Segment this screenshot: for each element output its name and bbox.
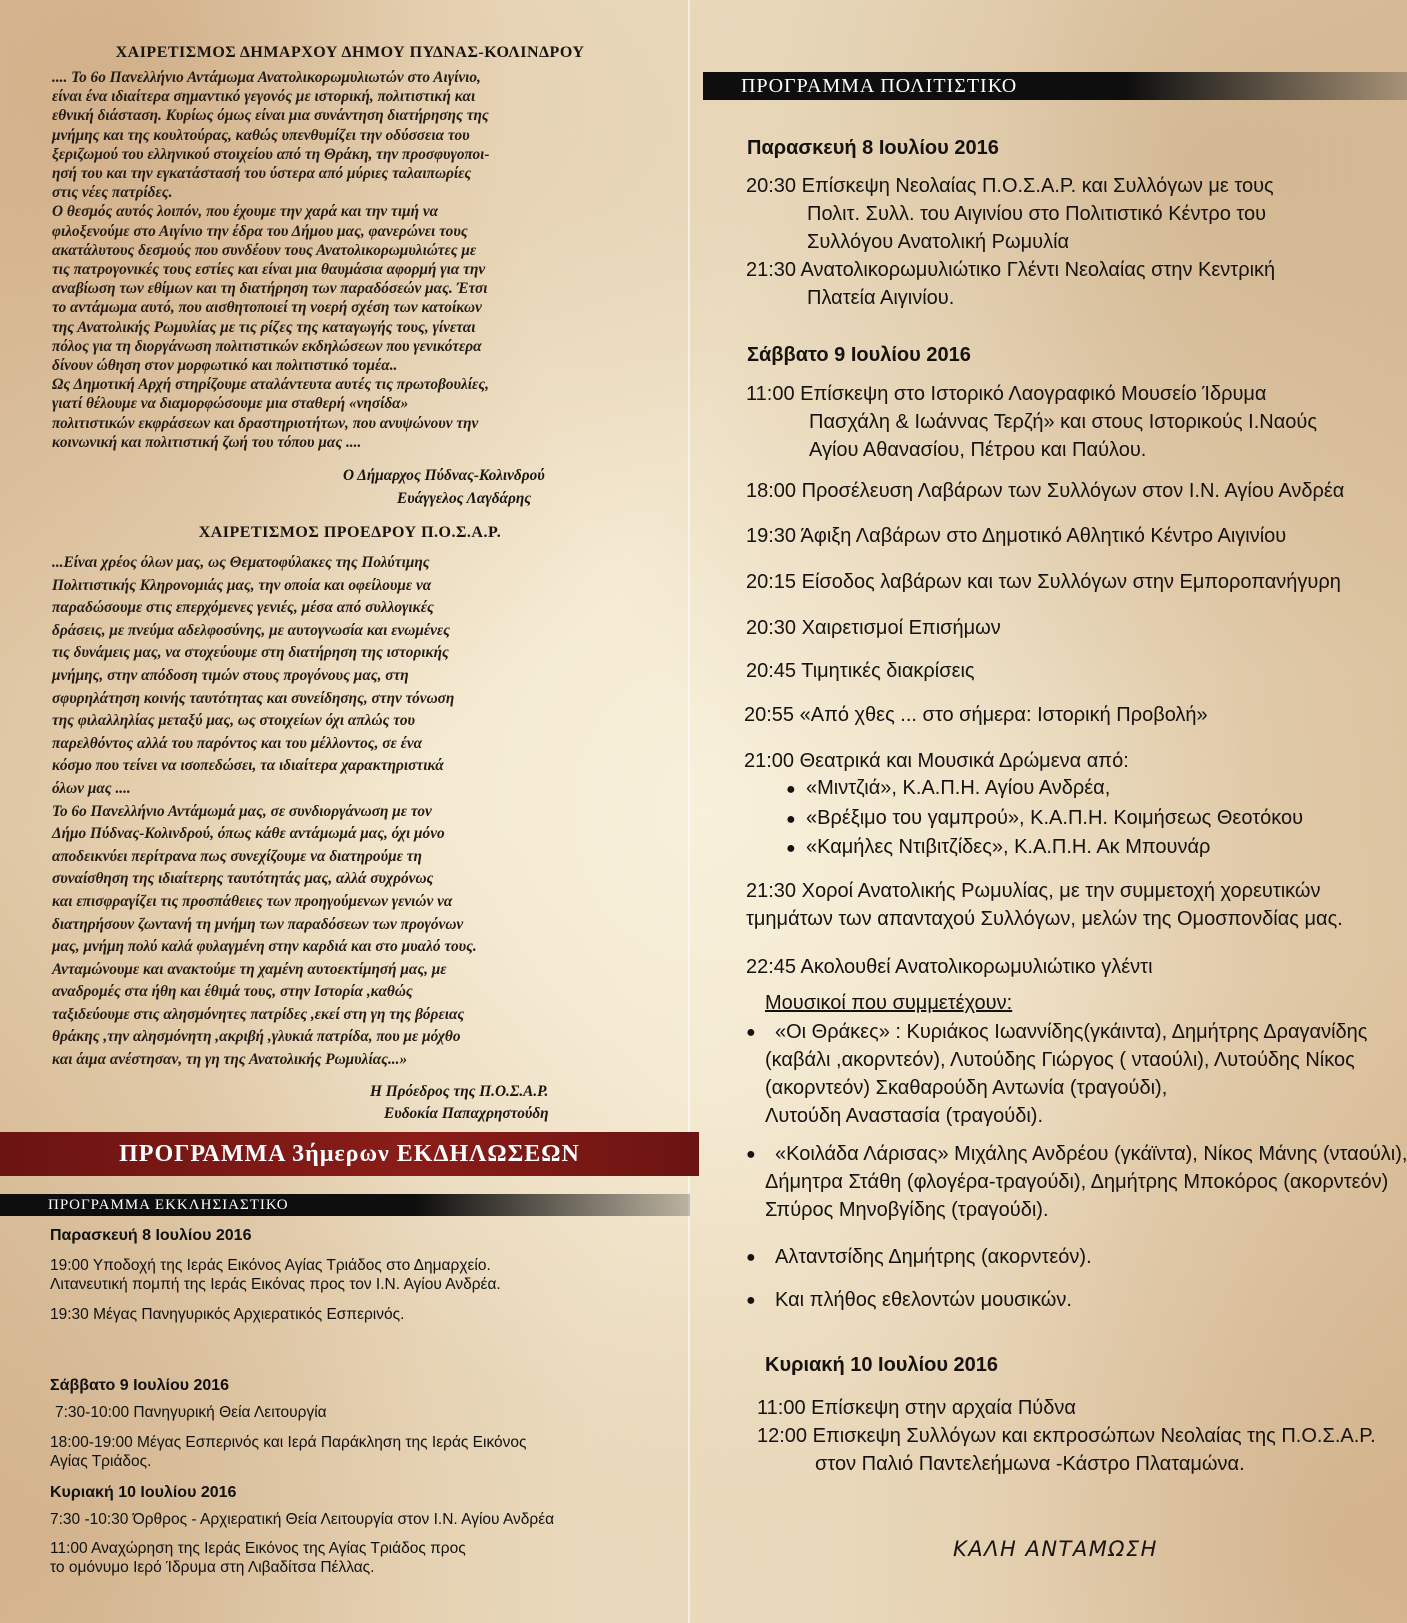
greeting-line: ...Είναι χρέος όλων μας, ως Θεματοφύλακες της Πολύτιμης	[52, 554, 430, 571]
cultural-item: 20:45 Τιμητικές διακρίσεις	[746, 660, 975, 682]
musicians-label: Μουσικοί που συμμετέχουν:	[765, 992, 1013, 1014]
cultural-item: 21:00 Θεατρικά και Μουσικά Δρώμενα από:	[744, 750, 1129, 772]
president-greeting-title: ΧΑΙΡΕΤΙΣΜΟΣ ΠΡΟΕΔΡΟΥ Π.Ο.Σ.Α.Ρ.	[198, 524, 502, 541]
cultural-day-friday: Παρασκευή 8 Ιουλίου 2016	[747, 137, 999, 159]
cultural-subitem: «Βρέξιμο του γαμπρού», Κ.Α.Π.Η. Κοιμήσεως Θεοτόκου	[806, 807, 1304, 829]
musician-entry: «Οι Θράκες» : Κυριάκος Ιωαννίδης(γκάιντα), Δημήτρης Δραγανίδης	[775, 1021, 1368, 1043]
cultural-item: 11:00 Επίσκεψη στην αρχαία Πύδνα	[757, 1397, 1076, 1419]
greeting-line: ξεριζωμού του ελληνικού στοιχείου από τη Θράκη, την προσφυγοποι-	[52, 145, 490, 163]
greeting-line: της φιλαλληλίας μεταξύ μας, ως στοιχείων όχι απλώς του	[52, 712, 415, 730]
greeting-line: Ανταμώνουμε και ανακτούμε τη χαμένη αυτοεκτίμησή μας, με	[52, 960, 447, 978]
mayor-greeting-title: ΧΑΙΡΕΤΙΣΜΟΣ ΔΗΜΑΡΧΟΥ ΔΗΜΟΥ ΠΥΔΝΑΣ-ΚΟΛΙΝΔΡΟΥ	[115, 44, 585, 61]
church-day-sunday: Κυριακή 10 Ιουλίου 2016	[50, 1484, 237, 1501]
greeting-line: μνήμης και της κουλτούρας, καθώς υπενθυμίζει την οδύσσεια του	[52, 126, 470, 144]
cultural-subitem: «Καμήλες Ντιβιτζίδες», Κ.Α.Π.Η. Ακ Μπουνάρ	[806, 836, 1211, 858]
greeting-line: και επισφραγίζει τις προσπάθειες των προηγούμενων γενιών να	[52, 892, 453, 910]
church-saturday-line: 18:00-19:00 Μέγας Εσπερινός και Ιερά Παράκληση της Ιεράς Εικόνος	[50, 1434, 527, 1451]
greeting-line: Ο θεσμός αυτός λοιπόν, που έχουμε την χαρά και την τιμή να	[52, 203, 439, 221]
greeting-line: δίνουν ώθηση στον μορφωτικό και πολιτιστικό τομέα..	[52, 357, 398, 375]
church-sunday-line: το ομόνυμο Ιερό Ίδρυμα στη Λιβαδίτσα Πέλλας.	[50, 1559, 375, 1576]
greeting-line: πολιτιστικών εκφράσεων και δραστηριοτήτων, που ανυψώνουν την	[52, 414, 479, 432]
greeting-line: ησή του και την εγκατάστασή του ύστερα από μύριες ταλαιπωρίες	[52, 165, 472, 183]
church-program-heading: ΠΡΟΓΡΑΜΜΑ ΕΚΚΛΗΣΙΑΣΤΙΚΟ	[0, 1194, 690, 1216]
musician-entry: (ακορντεόν) Σκαθαρούδη Αντωνία (τραγούδι),	[765, 1077, 1168, 1099]
cultural-item: 20:15 Είσοδος λαβάρων και των Συλλόγων στην Εμποροπανήγυρη	[746, 571, 1341, 593]
president-signature-name: Ευδοκία Παπαχρηστούδη	[384, 1105, 549, 1122]
musician-entry: «Κοιλάδα Λάρισας» Μιχάλης Ανδρέου (γκάϊντα), Νίκος Μάνης (νταούλι),	[775, 1143, 1407, 1165]
bullet-icon: ●	[746, 1024, 756, 1041]
bullet-icon: ●	[786, 781, 796, 798]
greeting-line: όλων μας ....	[52, 779, 131, 797]
greeting-line: αναδρομές στα ήθη και έθιμά τους, στην Ιστορία ,καθώς	[52, 983, 413, 1001]
greeting-line: παρελθόντος αλλά του παρόντος και του μέλλοντος, σε ένα	[52, 734, 423, 752]
church-sunday-line: 7:30 -10:30 Όρθρος - Αρχιερατική Θεία Λειτουργία στον Ι.Ν. Αγίου Ανδρέα	[50, 1511, 555, 1528]
musician-entry: Σπύρος Μηνοβγίδης (τραγούδι).	[765, 1199, 1049, 1221]
cultural-item: Πλατεία Αιγινίου.	[807, 287, 955, 309]
greeting-line: Το 6ο Πανελλήνιο Αντάμωμά μας, σε συνδιοργάνωση με τον	[52, 802, 432, 820]
cultural-program-heading: ΠΡΟΓΡΑΜΜΑ ΠΟΛΙΤΙΣΤΙΚΟ	[703, 72, 1407, 100]
cultural-item: Πασχάλη & Ιωάννας Τερζή» και στους Ιστορικούς Ι.Ναούς	[809, 411, 1317, 433]
cultural-item: 21:30 Ανατολικορωμυλιώτικο Γλέντι Νεολαίας στην Κεντρική	[746, 259, 1276, 281]
greeting-line: Δήμο Πύδνας-Κολινδρού, όπως κάθε αντάμωμά μας, όχι μόνο	[52, 825, 445, 843]
greeting-line: σφυρηλάτηση κοινής ταυτότητας και συνείδησης, στην τόνωση	[52, 689, 455, 707]
musician-entry: Και πλήθος εθελοντών μουσικών.	[775, 1289, 1072, 1311]
bullet-icon: ●	[786, 840, 796, 857]
greeting-line: της Ανατολικής Ρωμυλίας με τις ρίζες της καταγωγής τους, γίνεται	[52, 318, 476, 336]
greeting-line: γιατί θέλουμε να διαμορφώσουμε μια σταθερή «νησίδα»	[52, 395, 409, 413]
cultural-item: 20:30 Επίσκεψη Νεολαίας Π.Ο.Σ.Α.Ρ. και Συλλόγων με τους	[746, 175, 1274, 197]
greeting-line: αποδεικνύει περίτρανα πως συνεχίζουμε να διατηρούμε τη	[52, 847, 422, 865]
church-day-friday: Παρασκευή 8 Ιουλίου 2016	[50, 1227, 252, 1244]
greeting-line: αναβίωση των εθίμων και τη διατήρηση των παραδόσεών μας. Έτσι	[52, 280, 488, 298]
musician-entry: Δήμητρα Στάθη (φλογέρα-τραγούδι), Δημήτρης Μποκόρος (ακορντεόν)	[765, 1171, 1389, 1193]
bullet-icon: ●	[746, 1292, 756, 1309]
cultural-item: 22:45 Ακολουθεί Ανατολικορωμυλιώτικο γλέντι	[746, 956, 1153, 978]
greeting-line: είναι ένα ιδιαίτερα σημαντικό γεγονός με ιστορική, πολιτιστική και	[52, 88, 476, 106]
church-day-saturday: Σάββατο 9 Ιουλίου 2016	[50, 1377, 230, 1394]
greeting-line: το αντάμωμα αυτό, που αισθητοποιεί τη νοερή σχέση των κατοίκων	[52, 299, 482, 317]
bullet-icon: ●	[746, 1249, 756, 1266]
church-friday-line: Λιτανευτική πομπή της Ιεράς Εικόνας προς τον Ι.Ν. Αγίου Ανδρέα.	[50, 1276, 501, 1293]
program-banner: ΠΡΟΓΡΑΜΜΑ 3ήμερων ΕΚΔΗΛΩΣΕΩΝ	[0, 1132, 699, 1176]
cultural-item: 19:30 Άφιξη Λαβάρων στο Δημοτικό Αθλητικό Κέντρο Αιγινίου	[746, 525, 1287, 547]
cultural-item: 21:30 Χοροί Ανατολικής Ρωμυλίας, με την συμμετοχή χορευτικών	[746, 880, 1321, 902]
greeting-line: συναίσθηση της ιδιαίτερης ταυτότητάς μας, αλλά συχρόνως	[52, 870, 434, 888]
greeting-line: ακατάλυτους δεσμούς που συνδέουν τους Ανατολικορωμυλιώτες με	[52, 241, 477, 259]
church-sunday-line: 11:00 Αναχώρηση της Ιεράς Εικόνος της Αγίας Τριάδος προς	[50, 1540, 466, 1557]
closing-greeting: ΚΑΛΗ ΑΝΤΑΜΩΣΗ	[953, 1537, 1158, 1561]
cultural-item: Συλλόγου Ανατολική Ρωμυλία	[807, 231, 1070, 253]
musician-entry: Αλταντσίδης Δημήτρης (ακορντεόν).	[775, 1246, 1092, 1268]
greeting-line: τις πατρογονικές τους εστίες και είναι μια θαυμάσια αφορμή για την	[52, 261, 486, 279]
greeting-line: κοινωνική και πολιτιστική ζωή του τόπου μας ....	[52, 433, 362, 451]
greeting-line: τις δυνάμεις μας, να στοχεύουμε στη διατήρηση της ιστορικής	[52, 644, 449, 662]
fold-line	[688, 0, 690, 1623]
church-saturday-line: 7:30-10:00 Πανηγυρική Θεία Λειτουργία	[55, 1404, 327, 1421]
cultural-item: 20:30 Χαιρετισμοί Επισήμων	[746, 617, 1001, 639]
cultural-item: 18:00 Προσέλευση Λαβάρων των Συλλόγων στον Ι.Ν. Αγίου Ανδρέα	[746, 480, 1345, 502]
cultural-item: Πολιτ. Συλλ. του Αιγινίου στο Πολιτιστικό Κέντρο του	[807, 203, 1267, 225]
cultural-item: Αγίου Αθανασίου, Πέτρου και Παύλου.	[809, 439, 1147, 461]
mayor-signature-role: Ο Δήμαρχος Πύδνας-Κολινδρού	[343, 467, 545, 484]
cultural-item: τμημάτων των απανταχού Συλλόγων, μελών της Ομοσπονδίας μας.	[746, 908, 1343, 930]
greeting-line: κόσμο που τείνει να ισοπεδώσει, τα ιδιαίτερα χαρακτηριστικά	[52, 757, 444, 775]
cultural-item: στον Παλιό Παντελεήμωνα -Κάστρο Πλαταμώνα.	[815, 1453, 1245, 1475]
church-saturday-line: Αγίας Τριάδος.	[50, 1453, 152, 1470]
musician-entry: (καβάλι ,ακορντεόν), Λυτούδης Γιώργος ( νταούλι), Λυτούδης Νίκος	[765, 1049, 1355, 1071]
greeting-line: δράσεις, με πνεύμα αδελφοσύνης, με αυτογνωσία και ενωμένες	[52, 621, 450, 639]
cultural-subitem: «Μιντζιά», Κ.Α.Π.Η. Αγίου Ανδρέα,	[806, 777, 1111, 799]
greeting-line: μας, μνήμη πολύ καλά φυλαγμένη στην καρδιά και στο μυαλό τους.	[52, 938, 477, 956]
bullet-icon: ●	[746, 1146, 756, 1163]
greeting-line: Ως Δημοτική Αρχή στηρίζουμε αταλάντευτα αυτές τις πρωτοβουλίες,	[52, 376, 489, 394]
cultural-day-saturday: Σάββατο 9 Ιουλίου 2016	[747, 344, 971, 366]
cultural-item: 12:00 Επισκεψη Συλλόγων και εκπροσώπων Νεολαίας της Π.Ο.Σ.Α.Ρ.	[757, 1425, 1376, 1447]
cultural-day-sunday: Κυριακή 10 Ιουλίου 2016	[765, 1354, 999, 1376]
president-greeting-body	[52, 552, 672, 1072]
greeting-line: θράκης ,την αλησμόνητη ,ακριβή ,γλυκιά πατρίδα, που με μόχθο	[52, 1028, 461, 1046]
greeting-line: στις νέες πατρίδες.	[52, 184, 173, 202]
president-signature-role: Η Πρόεδρος της Π.Ο.Σ.Α.Ρ.	[370, 1083, 549, 1100]
greeting-line: εθνική διάσταση. Κυρίως όμως είναι μια συνάντηση διατήρησης της	[52, 107, 489, 125]
mayor-greeting-body	[52, 68, 652, 452]
greeting-line: διατηρήσουν ζωντανή τη μνήμη των παραδόσεων των προγόνων	[52, 915, 464, 933]
musician-entry: Λυτούδη Αναστασία (τραγούδι).	[765, 1105, 1044, 1127]
greeting-line: παραδώσουμε στις επερχόμενες γενιές, μέσα από συλλογικές	[52, 599, 434, 617]
mayor-signature-name: Ευάγγελος Λαγδάρης	[397, 490, 532, 507]
church-friday-line: 19:00 Υποδοχή της Ιεράς Εικόνος Αγίας Τριάδος στο Δημαρχείο.	[50, 1257, 491, 1274]
bullet-icon: ●	[786, 811, 796, 828]
greeting-line: μνήμης, στην απόδοση τιμών στους προγόνους μας, στη	[52, 666, 409, 684]
church-friday-line: 19:30 Μέγας Πανηγυρικός Αρχιερατικός Εσπερινός.	[50, 1306, 405, 1323]
greeting-line: και άιμα ανέστησαν, τη γη της Ανατολικής Ρωμυλίας...»	[52, 1051, 408, 1069]
greeting-line: φιλοξενούμε στο Αιγίνιο την έδρα του Δήμου μας, φανερώνει τους	[52, 222, 468, 240]
greeting-line: πόλος για τη διοργάνωση πολιτιστικών εκδηλώσεων που γενικότερα	[52, 337, 482, 355]
cultural-item: 11:00 Επίσκεψη στο Ιστορικό Λαογραφικό Μουσείο Ίδρυμα	[746, 383, 1267, 405]
greeting-line: Πολιτιστικής Κληρονομιάς μας, την οποία και οφείλουμε να	[52, 576, 432, 594]
cultural-item: 20:55 «Από χθες ... στο σήμερα: Ιστορική Προβολή»	[744, 704, 1208, 726]
greeting-line: ταξιδεύουμε στις αλησμόνητες πατρίδες ,εκεί στη γη της βόρειας	[52, 1005, 465, 1023]
greeting-line: .... Το 6ο Πανελλήνιο Αντάμωμα Ανατολικορωμυλιωτών στο Αιγίνιο,	[52, 69, 481, 86]
